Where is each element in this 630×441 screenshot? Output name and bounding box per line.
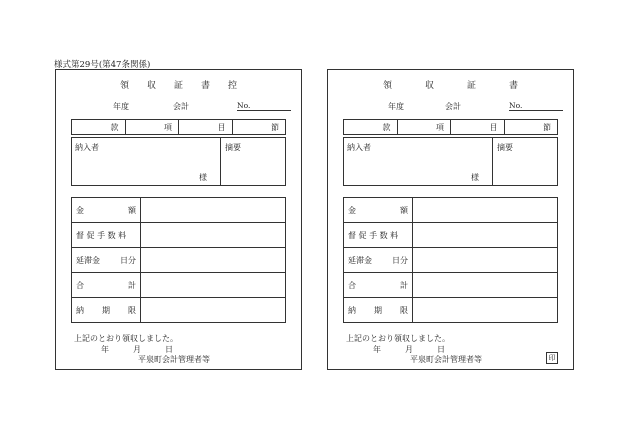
confirmation-text: 上記のとおり領収しました。 — [74, 334, 178, 343]
payer-divider — [492, 138, 493, 185]
form-number-label: 様式第29号(第47条関係) — [54, 60, 151, 70]
amount-table — [71, 197, 286, 323]
title-char: 書 — [509, 81, 519, 91]
dunning-fee-value-cell[interactable] — [141, 223, 286, 248]
category-cell-kan[interactable]: 款 — [344, 120, 398, 135]
receipt-number-label: No. — [509, 101, 523, 110]
receipt-number-field[interactable] — [509, 101, 563, 111]
budget-category-table — [343, 119, 558, 135]
title-char: 収 — [424, 81, 434, 91]
table-row — [72, 298, 286, 323]
confirmation-text: 上記のとおり領収しました。 — [346, 334, 450, 343]
title-char: 証 — [467, 81, 477, 91]
table-row — [344, 198, 558, 223]
seal-stamp: 印 — [546, 352, 558, 364]
receipt-number-label: No. — [237, 101, 251, 110]
category-cell-moku[interactable]: 目 — [179, 120, 233, 135]
receipt-stub-panel — [55, 69, 302, 370]
amount-label: 金 額 — [72, 198, 141, 223]
late-fee-label: 延滞金 日分 — [344, 248, 413, 273]
honorific-sama: 様 — [471, 173, 479, 182]
category-cell-setsu[interactable]: 節 — [504, 120, 558, 135]
total-value-cell[interactable] — [413, 273, 558, 298]
amount-label: 金 額 — [344, 198, 413, 223]
title-char: 書 — [201, 81, 211, 91]
category-cell-kou[interactable]: 項 — [397, 120, 451, 135]
table-row — [72, 198, 286, 223]
title-char: 収 — [146, 81, 156, 91]
title-char: 控 — [228, 81, 238, 91]
receipt-date: 年 月 日 — [101, 345, 173, 354]
payer-memo-box — [343, 137, 558, 186]
payer-memo-box — [71, 137, 286, 186]
honorific-sama: 様 — [199, 173, 207, 182]
amount-table — [343, 197, 558, 323]
title-char: 領 — [382, 81, 392, 91]
category-cell-kan[interactable]: 款 — [72, 120, 126, 135]
signer-label: 平泉町会計管理者等 — [138, 355, 210, 364]
receipt-title — [328, 78, 573, 91]
receipt-panel — [327, 69, 574, 370]
account-label: 会計 — [445, 102, 461, 111]
table-row — [72, 248, 286, 273]
dunning-fee-label: 督 促 手 数 料 — [72, 223, 141, 248]
due-date-label: 納 期 限 — [72, 298, 141, 323]
table-row — [344, 273, 558, 298]
payer-label: 納入者 — [347, 143, 371, 152]
table-row — [72, 223, 286, 248]
category-cell-setsu[interactable]: 節 — [232, 120, 286, 135]
total-value-cell[interactable] — [141, 273, 286, 298]
payer-label: 納入者 — [75, 143, 99, 152]
dunning-fee-label: 督 促 手 数 料 — [344, 223, 413, 248]
title-char: 証 — [173, 81, 183, 91]
payer-divider — [220, 138, 221, 185]
fiscal-year-label: 年度 — [113, 102, 129, 111]
due-date-value-cell[interactable] — [141, 298, 286, 323]
signer-label: 平泉町会計管理者等 — [410, 355, 482, 364]
category-cell-kou[interactable]: 項 — [125, 120, 179, 135]
receipt-date: 年 月 日 — [373, 345, 445, 354]
budget-category-table — [71, 119, 286, 135]
table-row — [344, 248, 558, 273]
dunning-fee-value-cell[interactable] — [413, 223, 558, 248]
receipt-number-field[interactable] — [237, 101, 291, 111]
receipt-title — [56, 78, 301, 91]
table-row — [72, 273, 286, 298]
late-fee-value-cell[interactable] — [141, 248, 286, 273]
table-row — [344, 298, 558, 323]
amount-value-cell[interactable] — [413, 198, 558, 223]
total-label: 合 計 — [344, 273, 413, 298]
memo-label: 摘要 — [225, 143, 241, 152]
amount-value-cell[interactable] — [141, 198, 286, 223]
due-date-value-cell[interactable] — [413, 298, 558, 323]
memo-label: 摘要 — [497, 143, 513, 152]
account-label: 会計 — [173, 102, 189, 111]
category-cell-moku[interactable]: 目 — [451, 120, 505, 135]
fiscal-year-label: 年度 — [388, 102, 404, 111]
due-date-label: 納 期 限 — [344, 298, 413, 323]
total-label: 合 計 — [72, 273, 141, 298]
late-fee-label: 延滞金 日分 — [72, 248, 141, 273]
late-fee-value-cell[interactable] — [413, 248, 558, 273]
table-row — [344, 223, 558, 248]
title-char: 領 — [119, 81, 129, 91]
